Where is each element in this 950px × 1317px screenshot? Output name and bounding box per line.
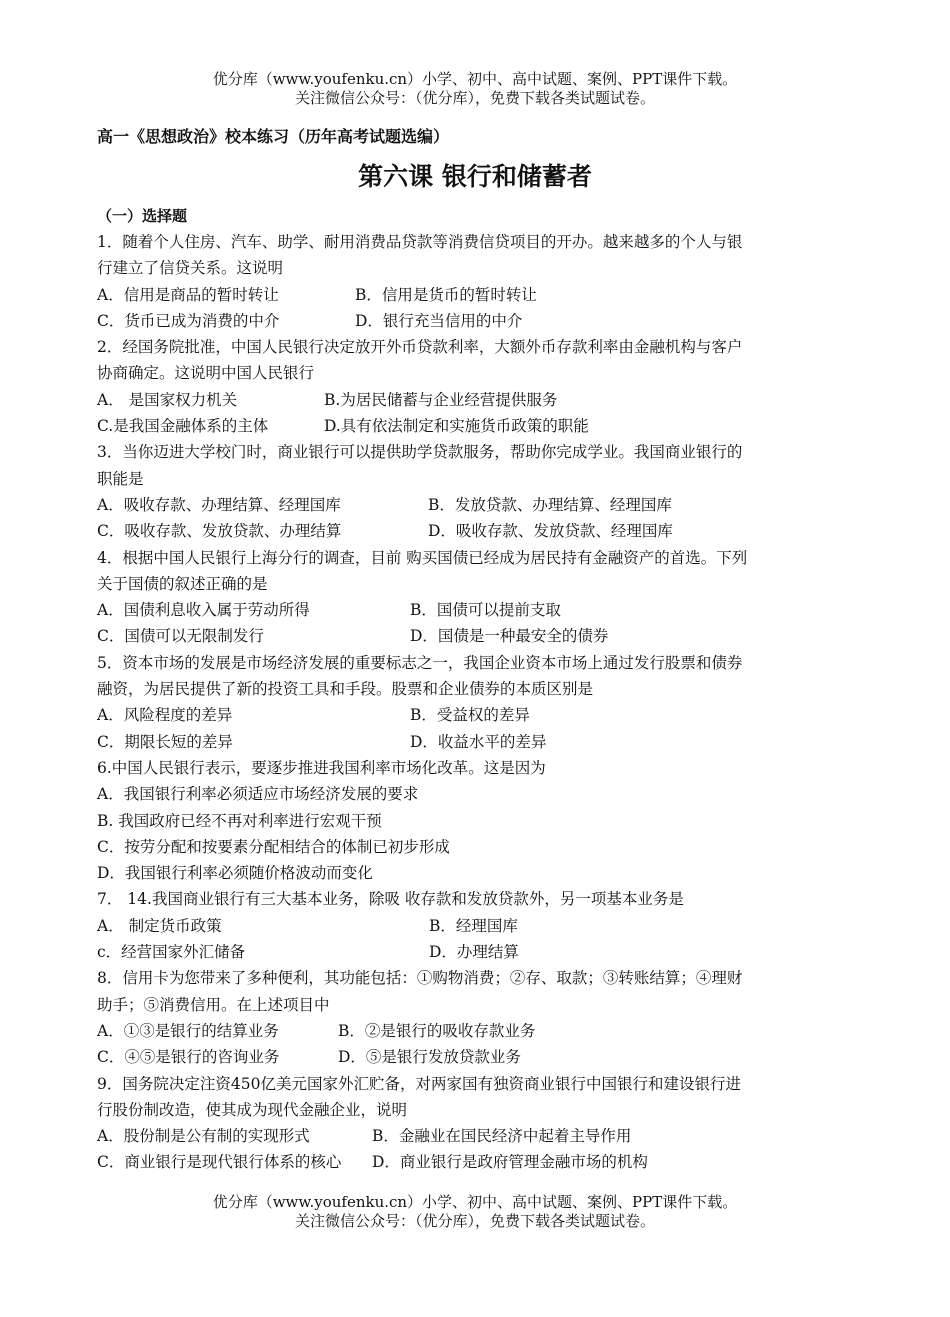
- answer-option: C．国债可以无限制发行: [97, 627, 264, 646]
- answer-option: D．收益水平的差异: [410, 732, 547, 751]
- option-row: [97, 597, 857, 623]
- answer-option: A．我国银行利率必须适应市场经济发展的要求: [97, 785, 419, 804]
- answer-option: B．经理国库: [429, 916, 518, 935]
- question-stem-line: 3．当你迈进大学校门时，商业银行可以提供助学贷款服务，帮助你完成学业。我国商业银行的: [97, 443, 743, 462]
- question-stem-line: 职能是: [97, 469, 144, 488]
- answer-option: D．商业银行是政府管理金融市场的机构: [372, 1153, 648, 1172]
- footer-line-2: 关注微信公众号：（优分库），免费下载各类试题试卷。: [294, 1212, 655, 1230]
- answer-option: A．风险程度的差异: [97, 706, 233, 725]
- option-row: [97, 913, 857, 939]
- series-title: 高一《思想政治》校本练习（历年高考试题选编）: [97, 127, 450, 146]
- question-stem-line: 7． 14.我国商业银行有三大基本业务，除吸 收存款和发放贷款外，另一项基本业务是: [97, 890, 684, 909]
- answer-option: B．信用是货币的暂时转让: [355, 285, 537, 304]
- answer-option: C．④⑤是银行的咨询业务: [97, 1048, 280, 1067]
- option-row: [97, 282, 857, 308]
- answer-option: B．②是银行的吸收存款业务: [338, 1021, 536, 1040]
- question-item: [97, 439, 857, 544]
- question-stem-line: 8．信用卡为您带来了多种便利，其功能包括：①购物消费；②存、取款；③转账结算；④理财: [97, 969, 743, 988]
- option-row: [97, 1018, 857, 1044]
- question-stem-line: 6.中国人民银行表示，要逐步推进我国利率市场化改革。这是因为: [97, 758, 546, 777]
- answer-option: c．经营国家外汇储备: [97, 943, 246, 962]
- question-stem-line: 2．经国务院批准，中国人民银行决定放开外币贷款利率，大额外币存款利率由金融机构与客户: [97, 338, 743, 357]
- question-item: [97, 229, 857, 334]
- question-item: [97, 886, 857, 965]
- answer-option: B．发放贷款、办理结算、经理国库: [428, 495, 672, 514]
- question-stem-line: 助手；⑤消费信用。在上述项目中: [97, 995, 330, 1014]
- option-row: [97, 623, 857, 649]
- option-row: [97, 413, 857, 439]
- answer-option: B.为居民储蓄与企业经营提供服务: [324, 390, 558, 409]
- option-row: [97, 834, 857, 860]
- footer-line-1: 优分库（www.youfenku.cn）小学、初中、高中试题、案例、PPT课件下载。: [212, 1193, 738, 1211]
- question-stem-line: 9．国务院决定注资450亿美元国家外汇贮备，对两家国有独资商业银行中国银行和建设银行进: [97, 1074, 741, 1093]
- answer-option: D．办理结算: [429, 943, 519, 962]
- option-row: [97, 387, 857, 413]
- question-item: [97, 334, 857, 439]
- page-footer: [0, 1193, 950, 1231]
- question-stem-line: 关于国债的叙述正确的是: [97, 574, 268, 593]
- question-stem-line: 5．资本市场的发展是市场经济发展的重要标志之一，我国企业资本市场上通过发行股票和债券: [97, 653, 743, 672]
- option-row: [97, 939, 857, 965]
- page-header: [0, 70, 950, 108]
- answer-option: A．国债利息收入属于劳动所得: [97, 601, 310, 620]
- lesson-title: 第六课 银行和储蓄者: [358, 162, 592, 191]
- question-stem-line: 行股份制改造，使其成为现代金融企业，说明: [97, 1100, 408, 1119]
- answer-option: B．金融业在国民经济中起着主导作用: [372, 1127, 632, 1146]
- answer-option: A．股份制是公有制的实现形式: [97, 1127, 310, 1146]
- question-item: [97, 650, 857, 755]
- option-row: [97, 1123, 857, 1149]
- question-item: [97, 965, 857, 1070]
- question-list: [97, 229, 857, 1176]
- answer-option: D．国债是一种最安全的债券: [410, 627, 609, 646]
- question-item: [97, 755, 857, 886]
- answer-option: C．货币已成为消费的中介: [97, 311, 280, 330]
- question-stem-line: 融资，为居民提供了新的投资工具和手段。股票和企业债券的本质区别是: [97, 680, 594, 699]
- answer-option: A．信用是商品的暂时转让: [97, 285, 279, 304]
- answer-option: B．受益权的差异: [410, 706, 530, 725]
- option-row: [97, 781, 857, 807]
- question-stem-line: 1．随着个人住房、汽车、助学、耐用消费品贷款等消费信贷项目的开办。越来越多的个人与银: [97, 233, 743, 251]
- answer-option: D．吸收存款、发放贷款、经理国库: [428, 522, 673, 541]
- option-row: [97, 729, 857, 755]
- option-row: [97, 702, 857, 728]
- header-line-1: 优分库（www.youfenku.cn）小学、初中、高中试题、案例、PPT课件下载。: [212, 70, 738, 88]
- answer-option: D．银行充当信用的中介: [355, 311, 523, 330]
- answer-option: C．按劳分配和按要素分配相结合的体制已初步形成: [97, 837, 450, 856]
- answer-option: C．期限长短的差异: [97, 732, 233, 751]
- section-title: （一）选择题: [97, 207, 188, 225]
- answer-option: A． 制定货币政策: [97, 916, 222, 935]
- question-stem-line: 4．根据中国人民银行上海分行的调查，目前 购买国债已经成为居民持有金融资产的首选。下列: [97, 548, 748, 567]
- answer-option: B. 我国政府已经不再对利率进行宏观干预: [97, 811, 382, 830]
- option-row: [97, 492, 857, 518]
- answer-option: C．商业银行是现代银行体系的核心: [97, 1153, 342, 1172]
- question-item: [97, 545, 857, 650]
- answer-option: A．①③是银行的结算业务: [97, 1021, 279, 1040]
- header-line-2: 关注微信公众号：（优分库），免费下载各类试题试卷。: [294, 89, 655, 107]
- question-item: [97, 1071, 857, 1176]
- option-row: [97, 308, 857, 334]
- question-stem-line: 行建立了信贷关系。这说明: [97, 259, 284, 278]
- answer-option: C．吸收存款、发放贷款、办理结算: [97, 522, 342, 541]
- option-row: [97, 518, 857, 544]
- answer-option: D．我国银行利率必须随价格波动而变化: [97, 864, 373, 883]
- option-row: [97, 860, 857, 886]
- question-stem-line: 协商确定。这说明中国人民银行: [97, 364, 315, 383]
- answer-option: D.具有依法制定和实施货币政策的职能: [324, 417, 589, 436]
- answer-option: D．⑤是银行发放贷款业务: [338, 1048, 521, 1067]
- answer-option: A．吸收存款、办理结算、经理国库: [97, 495, 341, 514]
- answer-option: B．国债可以提前支取: [410, 601, 561, 620]
- answer-option: A． 是国家权力机关: [97, 390, 238, 409]
- answer-option: C.是我国金融体系的主体: [97, 417, 269, 436]
- option-row: [97, 1044, 857, 1070]
- option-row: [97, 1149, 857, 1175]
- option-row: [97, 808, 857, 834]
